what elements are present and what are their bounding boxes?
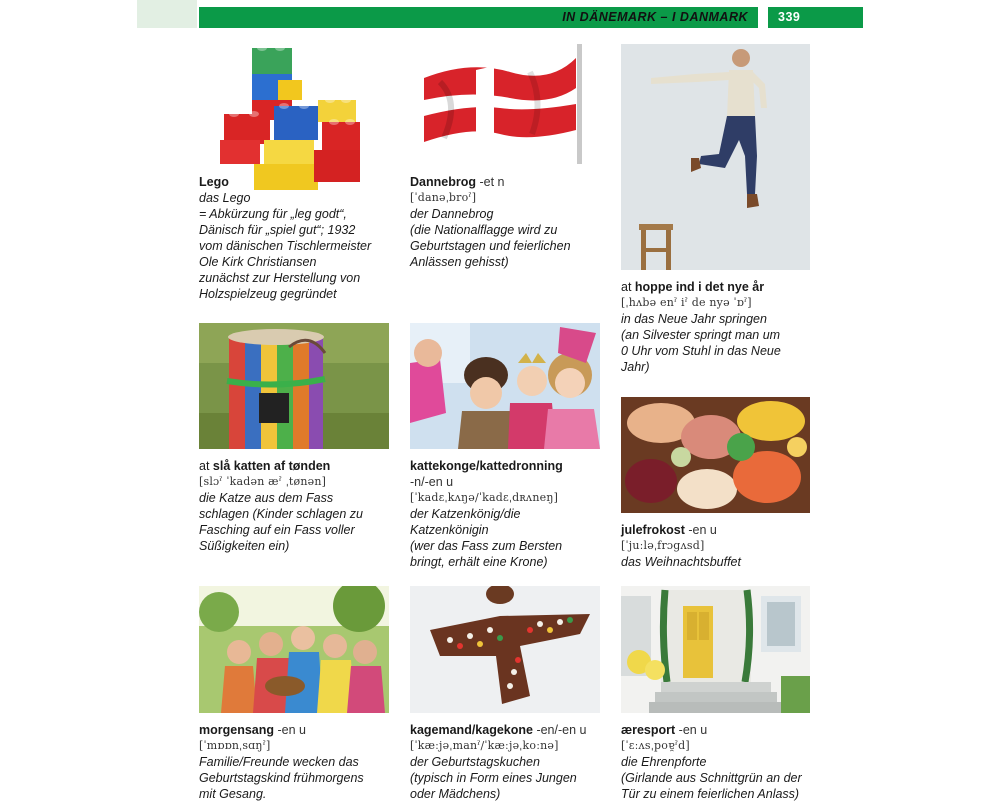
pronunciation: [ˈdanəˌbroˀ] xyxy=(410,191,477,204)
translation: der Katzenkönig/die xyxy=(410,507,521,521)
pronunciation: [slɔˀ ˈkadən æˀ ˌtønən] xyxy=(199,475,327,488)
pronunciation: [ˈmɒɒnˌsɑŋˀ] xyxy=(199,739,271,752)
entry-kattekonge xyxy=(410,458,600,570)
pronunciation: [ˈkæːjəˌmanˀ/ˈkæːjəˌkoːnə] xyxy=(410,739,559,752)
note-line: Anlässen gehisst) xyxy=(410,255,509,269)
headword: æresport xyxy=(621,723,676,737)
note-line: Ole Kirk Christiansen xyxy=(199,255,317,269)
headword: morgensang xyxy=(199,723,275,737)
entry-slaa-katten xyxy=(199,458,389,554)
note-line: oder Mädchens) xyxy=(410,787,501,801)
translation: die Ehrenpforte xyxy=(621,755,707,769)
chapter-title: IN DÄNEMARK – I DANMARK xyxy=(562,10,748,24)
note-line: (die Nationalflagge wird zu xyxy=(410,223,558,237)
translation: Familie/Freunde wecken das xyxy=(199,755,359,769)
headword: julefrokost xyxy=(621,523,685,537)
grammar: -et n xyxy=(475,175,505,189)
danish-flag-image xyxy=(420,42,588,166)
note-line: Tür zu einem feierlichen Anlass) xyxy=(621,787,800,801)
note-line: vom dänischen Tischlermeister xyxy=(199,239,372,253)
grammar: -en/-en u xyxy=(532,723,587,737)
header-margin-tab xyxy=(137,0,197,28)
translation: in das Neue Jahr springen xyxy=(621,312,767,326)
pronunciation: [ˈɛːʌsˌpoɐ̯ˀd] xyxy=(621,739,690,752)
grammar: -n/-en u xyxy=(410,475,454,489)
note-line: bringt, erhält eine Krone) xyxy=(410,555,548,569)
note-line: Jahr) xyxy=(621,360,650,374)
headword-prefix: at xyxy=(199,459,213,473)
pronunciation: [ˈjuːləˌfrɔgʌsd] xyxy=(621,539,705,552)
translation: das Lego xyxy=(199,191,251,205)
page-number: 339 xyxy=(778,10,801,24)
note-line: (wer das Fass zum Bersten xyxy=(410,539,563,553)
grammar: -en u xyxy=(274,723,306,737)
note-line: Katzenkönigin xyxy=(410,523,489,537)
pronunciation: [ˌhʌbə enˀ iˀ de nyə ˈɒˀ] xyxy=(621,296,752,309)
translation: die Katze aus dem Fass xyxy=(199,491,334,505)
page-number-box xyxy=(768,7,863,28)
decorated-door-image xyxy=(621,586,810,713)
note-line: (Girlande aus Schnittgrün an der xyxy=(621,771,802,785)
note-line: Dänisch für „spiel gut“; 1932 xyxy=(199,223,356,237)
pronunciation: [ˈkadɛˌkʌŋə/ˈkadɛˌdʀʌneŋ] xyxy=(410,491,559,504)
costumed-children-image xyxy=(410,323,600,449)
note-line: (an Silvester springt man um xyxy=(621,328,781,342)
headword: kagemand/kagekone xyxy=(410,723,533,737)
grammar: -en u xyxy=(675,723,708,737)
entry-hoppe-ind xyxy=(621,279,811,375)
note-line: schlagen (Kinder schlagen zu xyxy=(199,507,363,521)
friends-singing-image xyxy=(199,586,389,713)
christmas-buffet-image xyxy=(621,397,810,513)
note-line: Geburtstagen und feierlichen xyxy=(410,239,571,253)
headword: slå katten af tønden xyxy=(212,459,331,473)
note-line: Holzspielzeug gegründet xyxy=(199,287,337,301)
man-jumping-image xyxy=(621,44,810,270)
note-line: Geburtstagskind frühmorgens xyxy=(199,771,364,785)
entry-julefrokost xyxy=(621,522,811,570)
note-line: mit Gesang. xyxy=(199,787,267,801)
entry-dannebrog xyxy=(410,174,600,270)
header-bar xyxy=(199,7,758,28)
entry-lego xyxy=(199,174,389,302)
painted-barrel-image xyxy=(199,323,389,449)
note-line: Fasching auf ein Fass voller xyxy=(199,523,355,537)
headword: kattekonge/kattedronning xyxy=(410,459,563,473)
grammar: -en u xyxy=(684,523,717,537)
entry-kagemand xyxy=(410,722,600,802)
cake-man-image xyxy=(410,586,600,713)
entry-aeresport xyxy=(621,722,811,802)
entry-morgensang xyxy=(199,722,389,802)
lego-bricks-image xyxy=(218,40,373,192)
note-line: 0 Uhr vom Stuhl in das Neue xyxy=(621,344,781,358)
headword: Dannebrog xyxy=(410,175,476,189)
note-line: (typisch in Form eines Jungen xyxy=(410,771,577,785)
headword-prefix: at xyxy=(621,280,635,294)
note-line: Süßigkeiten ein) xyxy=(199,539,290,553)
translation: das Weihnachtsbuffet xyxy=(621,555,741,569)
headword: Lego xyxy=(199,175,229,189)
note-line: zunächst zur Herstellung von xyxy=(199,271,361,285)
translation: der Dannebrog xyxy=(410,207,494,221)
headword: hoppe ind i det nye år xyxy=(634,280,765,294)
note-line: = Abkürzung für „leg godt“, xyxy=(199,207,347,221)
translation: der Geburtstagskuchen xyxy=(410,755,540,769)
